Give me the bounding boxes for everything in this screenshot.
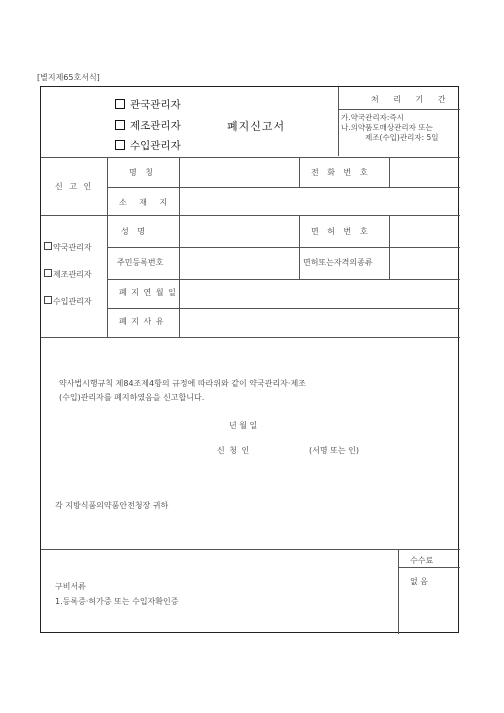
divider (41, 337, 460, 338)
form-number: [별지제65호서식] (37, 73, 100, 82)
fee-label: 수수료 (410, 556, 434, 565)
processing-line-3: 제조(수입)관리자: 5일 (365, 133, 439, 142)
statement-line-1: 약사법시행규칙 제84조제4항의 규정에 따라위와 같이 약국관리자·제조 (59, 379, 306, 388)
divider (41, 157, 460, 158)
option-pharmacy-manager[interactable]: 관국관리자 (115, 97, 181, 112)
checkbox[interactable] (115, 140, 125, 150)
processing-line-2: 나.의약품도매상관리자 또는 (341, 123, 433, 132)
type-pharmacy-manager[interactable]: 약국관리자 (44, 242, 92, 253)
phone-label: 전 화 번 호 (311, 168, 371, 177)
divider (107, 279, 460, 280)
checkbox[interactable] (44, 269, 52, 277)
checkbox[interactable] (44, 242, 52, 250)
processing-period-label: 처 리 기 간 (371, 95, 452, 104)
processing-box-divider (338, 109, 460, 110)
checkbox[interactable] (115, 120, 125, 130)
required-doc-item: 1.등록증·허가증 또는 수입자확인증 (55, 597, 179, 606)
option-import-manager[interactable]: 수입관리자 (115, 138, 181, 153)
name-label: 명 칭 (129, 168, 156, 177)
fullname-field[interactable] (183, 224, 293, 240)
address-label: 소 재 지 (119, 198, 173, 207)
fullname-label: 성 명 (121, 227, 148, 236)
option-manufacture-manager[interactable]: 제조관리자 (115, 118, 181, 133)
divider (389, 157, 390, 187)
divider (398, 549, 399, 634)
license-number-label: 면 허 번 호 (311, 227, 371, 236)
license-type-field[interactable] (393, 255, 455, 271)
rrn-field[interactable] (183, 255, 293, 271)
divider (107, 187, 460, 188)
form-title: 폐지신고서 (227, 120, 286, 133)
divider (107, 247, 460, 248)
recipient-label: 각 지방식품의약품안전청장 귀하 (55, 501, 169, 510)
type-import-manager[interactable]: 수입관리자 (44, 296, 92, 307)
closure-date-field[interactable] (183, 285, 453, 301)
processing-line-1: 가.약국관리자:즉시 (341, 113, 404, 122)
closure-reason-field[interactable] (183, 314, 453, 330)
address-field[interactable] (183, 195, 453, 209)
divider (107, 308, 460, 309)
phone-field[interactable] (393, 167, 455, 181)
type-manufacture-manager[interactable]: 제조관리자 (44, 269, 92, 280)
rrn-label: 주민등록번호 (117, 258, 164, 267)
license-type-label: 면허또는자격의종류 (303, 258, 373, 267)
closure-reason-label: 폐 지 사 유 (119, 317, 165, 326)
statement-line-2: (수입)관리자를 폐지하였음을 신고합니다. (59, 393, 205, 402)
checkbox[interactable] (115, 99, 125, 109)
required-docs-title: 구비서류 (55, 582, 86, 591)
divider (299, 157, 300, 187)
closure-date-label: 폐 지 연 월 일 (119, 288, 177, 297)
date-label: 년 월 일 (229, 421, 258, 430)
divider (398, 567, 460, 568)
fee-value: 없 음 (410, 577, 428, 586)
signature-label: (서명 또는 인) (309, 446, 359, 455)
checkbox[interactable] (44, 296, 52, 304)
reporter-section-label: 신 고 인 (55, 182, 94, 191)
applicant-label: 신 청 인 (217, 446, 251, 455)
form-frame (40, 86, 459, 633)
name-field[interactable] (183, 167, 293, 181)
divider (41, 215, 460, 216)
processing-box-border (338, 87, 339, 156)
license-number-field[interactable] (393, 224, 455, 240)
